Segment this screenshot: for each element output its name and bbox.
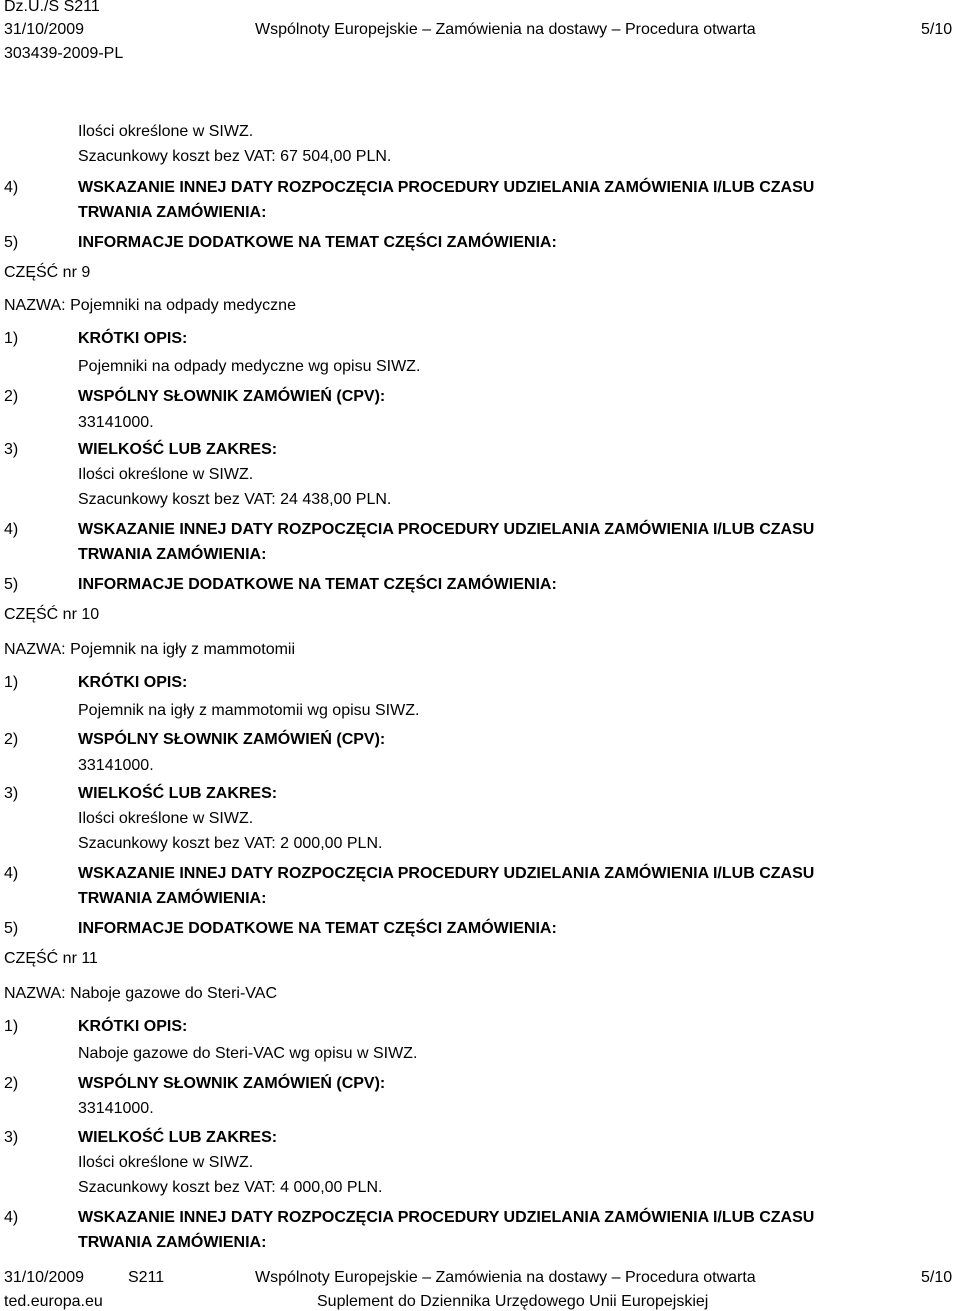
- additional-info-heading: INFORMACJE DODATKOWE NA TEMAT CZĘŚCI ZAMÓWIENIA:: [78, 576, 557, 593]
- short-description-heading: KRÓTKI OPIS:: [78, 330, 188, 347]
- cpv-code: 33141000.: [78, 757, 154, 774]
- item-number: 3): [4, 441, 19, 458]
- part-heading: CZĘŚĆ nr 11: [4, 950, 98, 967]
- additional-info-heading: INFORMACJE DODATKOWE NA TEMAT CZĘŚCI ZAMÓWIENIA:: [78, 920, 557, 937]
- item-number: 4): [4, 865, 19, 882]
- scope-heading: WIELKOŚĆ LUB ZAKRES:: [78, 1129, 278, 1146]
- item-number: 1): [4, 674, 19, 691]
- other-dates-heading-cont: TRWANIA ZAMÓWIENIA:: [78, 1234, 267, 1251]
- cpv-heading: WSPÓLNY SŁOWNIK ZAMÓWIEŃ (CPV):: [78, 731, 386, 748]
- item-number: 5): [4, 576, 19, 593]
- cpv-code: 33141000.: [78, 414, 154, 431]
- footer-supplement: Suplement do Dziennika Urzędowego Unii Europejskiej: [317, 1293, 709, 1310]
- item-number: 5): [4, 920, 19, 937]
- part-heading: CZĘŚĆ nr 9: [4, 264, 91, 281]
- item-number: 3): [4, 785, 19, 802]
- footer-page-number: 5/10: [921, 1269, 953, 1286]
- carryover-quantity: Ilości określone w SIWZ.: [78, 123, 254, 140]
- item-number: 4): [4, 1209, 19, 1226]
- other-dates-heading: WSKAZANIE INNEJ DATY ROZPOCZĘCIA PROCEDURY UDZIELANIA ZAMÓWIENIA I/LUB CZASU: [78, 1209, 815, 1226]
- footer-series: S211: [128, 1269, 165, 1286]
- header-title: Wspólnoty Europejskie – Zamówienia na dostawy – Procedura otwarta: [255, 21, 756, 38]
- part-quantity: Ilości określone w SIWZ.: [78, 810, 254, 827]
- other-dates-heading-cont: TRWANIA ZAMÓWIENIA:: [78, 546, 267, 563]
- other-dates-heading-cont: TRWANIA ZAMÓWIENIA:: [78, 890, 267, 907]
- part-cost: Szacunkowy koszt bez VAT: 24 438,00 PLN.: [78, 491, 392, 508]
- part-description: Pojemnik na igły z mammotomii wg opisu SIWZ.: [78, 702, 420, 719]
- header-page-number: 5/10: [921, 21, 953, 38]
- short-description-heading: KRÓTKI OPIS:: [78, 674, 188, 691]
- part-cost: Szacunkowy koszt bez VAT: 4 000,00 PLN.: [78, 1179, 383, 1196]
- other-dates-heading-cont: TRWANIA ZAMÓWIENIA:: [78, 204, 267, 221]
- cpv-heading: WSPÓLNY SŁOWNIK ZAMÓWIEŃ (CPV):: [78, 1075, 386, 1092]
- item-number: 1): [4, 330, 19, 347]
- part-description: Naboje gazowe do Steri-VAC wg opisu w SIWZ.: [78, 1045, 418, 1062]
- footer-site-link[interactable]: ted.europa.eu: [4, 1293, 103, 1310]
- item-number: 1): [4, 1018, 19, 1035]
- item-number: 5): [4, 234, 19, 251]
- item-number: 2): [4, 1075, 19, 1092]
- part-name: NAZWA: Naboje gazowe do Steri-VAC: [4, 985, 277, 1002]
- item-number: 2): [4, 388, 19, 405]
- scope-heading: WIELKOŚĆ LUB ZAKRES:: [78, 441, 278, 458]
- part-name: NAZWA: Pojemniki na odpady medyczne: [4, 297, 296, 314]
- part-name: NAZWA: Pojemnik na igły z mammotomii: [4, 641, 296, 658]
- other-dates-heading: WSKAZANIE INNEJ DATY ROZPOCZĘCIA PROCEDURY UDZIELANIA ZAMÓWIENIA I/LUB CZASU: [78, 521, 815, 538]
- other-dates-heading: WSKAZANIE INNEJ DATY ROZPOCZĘCIA PROCEDURY UDZIELANIA ZAMÓWIENIA I/LUB CZASU: [78, 179, 815, 196]
- doc-ref: Dz.U./S S211: [4, 0, 100, 15]
- part-quantity: Ilości określone w SIWZ.: [78, 1154, 254, 1171]
- item-number: 4): [4, 521, 19, 538]
- carryover-cost: Szacunkowy koszt bez VAT: 67 504,00 PLN.: [78, 148, 392, 165]
- scope-heading: WIELKOŚĆ LUB ZAKRES:: [78, 785, 278, 802]
- footer-date: 31/10/2009: [4, 1269, 85, 1286]
- part-heading: CZĘŚĆ nr 10: [4, 606, 100, 623]
- additional-info-heading: INFORMACJE DODATKOWE NA TEMAT CZĘŚCI ZAMÓWIENIA:: [78, 234, 557, 251]
- part-cost: Szacunkowy koszt bez VAT: 2 000,00 PLN.: [78, 835, 383, 852]
- header-date: 31/10/2009: [4, 21, 85, 38]
- other-dates-heading: WSKAZANIE INNEJ DATY ROZPOCZĘCIA PROCEDURY UDZIELANIA ZAMÓWIENIA I/LUB CZASU: [78, 865, 815, 882]
- item-number: 2): [4, 731, 19, 748]
- notice-id: 303439-2009-PL: [4, 45, 124, 62]
- cpv-heading: WSPÓLNY SŁOWNIK ZAMÓWIEŃ (CPV):: [78, 388, 386, 405]
- item-number: 4): [4, 179, 19, 196]
- cpv-code: 33141000.: [78, 1100, 154, 1117]
- short-description-heading: KRÓTKI OPIS:: [78, 1018, 188, 1035]
- item-number: 3): [4, 1129, 19, 1146]
- part-description: Pojemniki na odpady medyczne wg opisu SIWZ.: [78, 358, 421, 375]
- part-quantity: Ilości określone w SIWZ.: [78, 466, 254, 483]
- footer-title: Wspólnoty Europejskie – Zamówienia na dostawy – Procedura otwarta: [255, 1269, 756, 1286]
